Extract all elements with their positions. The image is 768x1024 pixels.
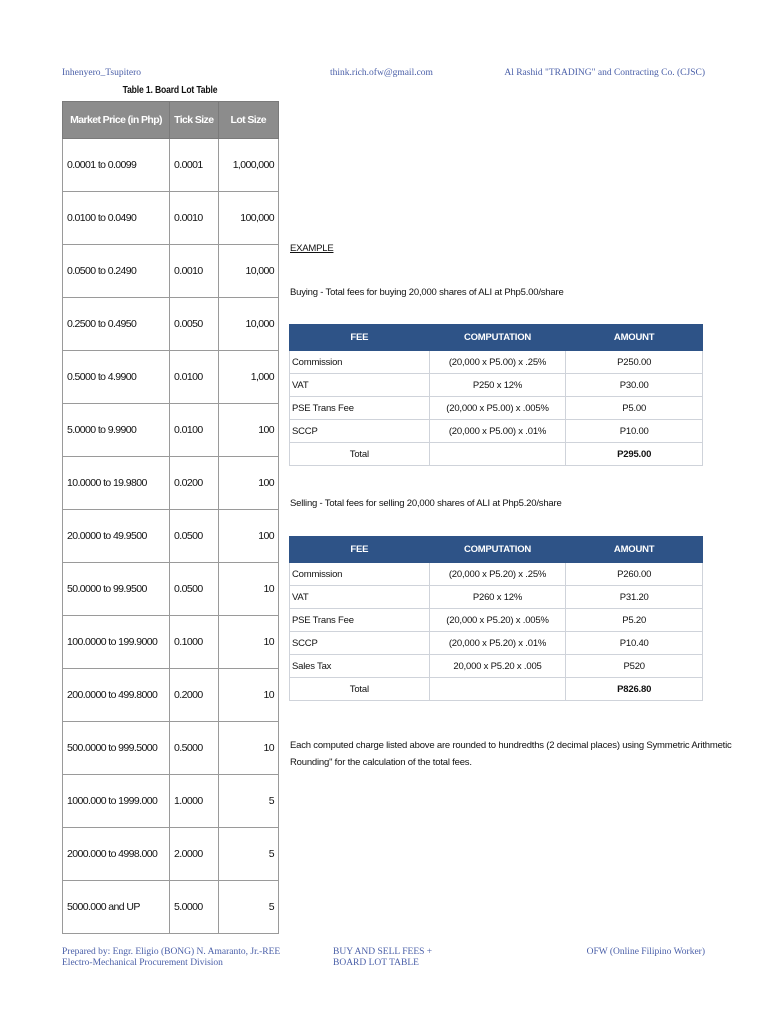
tick-size: 0.2000 bbox=[170, 669, 218, 722]
fee-name: PSE Trans Fee bbox=[290, 397, 430, 420]
column-header-amount: AMOUNT bbox=[566, 537, 703, 563]
buying-caption: Buying - Total fees for buying 20,000 shares of ALI at Php5.00/share bbox=[290, 287, 564, 298]
total-label: Total bbox=[290, 678, 430, 701]
fee-name: SCCP bbox=[290, 420, 430, 443]
fee-computation: (20,000 x P5.00) x .25% bbox=[429, 351, 566, 374]
total-label: Total bbox=[290, 443, 430, 466]
market-price-range: 0.0001 to 0.0099 bbox=[63, 139, 170, 192]
tick-size: 1.0000 bbox=[170, 775, 218, 828]
lot-size: 5 bbox=[218, 775, 279, 828]
fee-amount: P30.00 bbox=[566, 374, 703, 397]
market-price-range: 100.0000 to 199.9000 bbox=[63, 616, 170, 669]
market-price-range: 200.0000 to 499.8000 bbox=[63, 669, 170, 722]
buying-total-amount: P295.00 bbox=[566, 443, 703, 466]
table-row bbox=[63, 669, 279, 722]
table-row bbox=[290, 632, 703, 655]
fee-amount: P31.20 bbox=[566, 586, 703, 609]
fee-amount: P260.00 bbox=[566, 563, 703, 586]
lot-size: 5 bbox=[218, 828, 279, 881]
lot-size: 10 bbox=[218, 669, 279, 722]
fee-amount: P10.00 bbox=[566, 420, 703, 443]
table-row bbox=[290, 374, 703, 397]
footer-title-line-1: BUY AND SELL FEES + bbox=[333, 947, 433, 957]
market-price-range: 20.0000 to 49.9500 bbox=[63, 510, 170, 563]
column-header-amount: AMOUNT bbox=[566, 325, 703, 351]
market-price-range: 0.0500 to 0.2490 bbox=[63, 245, 170, 298]
fee-amount: P10.40 bbox=[566, 632, 703, 655]
tick-size: 0.0050 bbox=[170, 298, 218, 351]
table-row bbox=[290, 420, 703, 443]
column-header-market-price: Market Price (in Php) bbox=[63, 102, 170, 139]
tick-size: 0.0500 bbox=[170, 510, 218, 563]
tick-size: 5.0000 bbox=[170, 881, 218, 934]
footer-preparer-name: Prepared by: Engr. Eligio (BONG) N. Amaranto, Jr.-REE bbox=[62, 947, 281, 957]
tick-size: 0.0100 bbox=[170, 404, 218, 457]
fee-amount: P5.00 bbox=[566, 397, 703, 420]
market-price-range: 500.0000 to 999.5000 bbox=[63, 722, 170, 775]
fee-amount: P520 bbox=[566, 655, 703, 678]
fee-name: Sales Tax bbox=[290, 655, 430, 678]
table-row bbox=[290, 586, 703, 609]
footer-ofw: OFW (Online Filipino Worker) bbox=[586, 947, 705, 957]
fee-computation: P250 x 12% bbox=[429, 374, 566, 397]
table-row bbox=[290, 609, 703, 632]
lot-size: 1,000,000 bbox=[218, 139, 279, 192]
table-row bbox=[63, 510, 279, 563]
fee-computation: (20,000 x P5.20) x .25% bbox=[429, 563, 566, 586]
fee-computation: P260 x 12% bbox=[429, 586, 566, 609]
column-header-tick-size: Tick Size bbox=[170, 102, 218, 139]
tick-size: 0.0010 bbox=[170, 192, 218, 245]
table-row bbox=[63, 563, 279, 616]
example-heading: EXAMPLE bbox=[290, 243, 334, 254]
fee-computation: (20,000 x P5.00) x .005% bbox=[429, 397, 566, 420]
fee-computation: (20,000 x P5.20) x .01% bbox=[429, 632, 566, 655]
market-price-range: 0.2500 to 0.4950 bbox=[63, 298, 170, 351]
footer-division: Electro-Mechanical Procurement Division bbox=[62, 958, 223, 968]
rounding-note-line-1: Each computed charge listed above are rounded to hundredths (2 decimal places) using Symmetric Arithmetic bbox=[290, 740, 732, 751]
buying-fee-table bbox=[289, 324, 703, 466]
fee-name: Commission bbox=[290, 351, 430, 374]
lot-size: 100 bbox=[218, 510, 279, 563]
table-row bbox=[63, 404, 279, 457]
table-row bbox=[290, 563, 703, 586]
fee-name: VAT bbox=[290, 586, 430, 609]
market-price-range: 1000.000 to 1999.000 bbox=[63, 775, 170, 828]
rounding-note-line-2: Rounding" for the calculation of the total fees. bbox=[290, 757, 472, 768]
tick-size: 0.0100 bbox=[170, 351, 218, 404]
table-row bbox=[63, 245, 279, 298]
lot-size: 10,000 bbox=[218, 245, 279, 298]
lot-size: 5 bbox=[218, 881, 279, 934]
table-row bbox=[290, 655, 703, 678]
header-author: Inhenyero_Tsupitero bbox=[62, 68, 142, 78]
lot-size: 100 bbox=[218, 404, 279, 457]
column-header-fee: FEE bbox=[290, 325, 430, 351]
footer-preparer bbox=[62, 947, 280, 969]
fee-computation: (20,000 x P5.20) x .005% bbox=[429, 609, 566, 632]
header-company: Al Rashid "TRADING" and Contracting Co. (CJSC) bbox=[504, 68, 705, 78]
lot-size: 10,000 bbox=[218, 298, 279, 351]
fee-name: Commission bbox=[290, 563, 430, 586]
footer-document-title bbox=[333, 947, 432, 969]
table-row bbox=[290, 397, 703, 420]
tick-size: 0.0010 bbox=[170, 245, 218, 298]
market-price-range: 0.0100 to 0.0490 bbox=[63, 192, 170, 245]
selling-total-amount: P826.80 bbox=[566, 678, 703, 701]
table-row bbox=[63, 616, 279, 669]
board-lot-table bbox=[62, 101, 279, 934]
column-header-fee: FEE bbox=[290, 537, 430, 563]
table-row bbox=[63, 298, 279, 351]
fee-name: SCCP bbox=[290, 632, 430, 655]
market-price-range: 2000.000 to 4998.000 bbox=[63, 828, 170, 881]
lot-size: 10 bbox=[218, 722, 279, 775]
lot-size: 100,000 bbox=[218, 192, 279, 245]
fee-amount: P250.00 bbox=[566, 351, 703, 374]
tick-size: 2.0000 bbox=[170, 828, 218, 881]
table-row bbox=[63, 457, 279, 510]
fee-name: VAT bbox=[290, 374, 430, 397]
column-header-computation: COMPUTATION bbox=[429, 537, 566, 563]
table-row bbox=[63, 828, 279, 881]
selling-total-row bbox=[290, 678, 703, 701]
selling-caption: Selling - Total fees for selling 20,000 shares of ALI at Php5.20/share bbox=[290, 498, 562, 509]
fee-name: PSE Trans Fee bbox=[290, 609, 430, 632]
tick-size: 0.1000 bbox=[170, 616, 218, 669]
market-price-range: 5000.000 and UP bbox=[63, 881, 170, 934]
board-lot-title: Table 1. Board Lot Table bbox=[122, 84, 218, 96]
market-price-range: 50.0000 to 99.9500 bbox=[63, 563, 170, 616]
tick-size: 0.0500 bbox=[170, 563, 218, 616]
lot-size: 100 bbox=[218, 457, 279, 510]
market-price-range: 5.0000 to 9.9900 bbox=[63, 404, 170, 457]
fee-computation: (20,000 x P5.00) x .01% bbox=[429, 420, 566, 443]
table-row bbox=[290, 351, 703, 374]
table-row bbox=[63, 881, 279, 934]
tick-size: 0.5000 bbox=[170, 722, 218, 775]
footer-title-line-2: BOARD LOT TABLE bbox=[333, 958, 419, 968]
fee-computation: 20,000 x P5.20 x .005 bbox=[429, 655, 566, 678]
market-price-range: 0.5000 to 4.9900 bbox=[63, 351, 170, 404]
fee-amount: P5.20 bbox=[566, 609, 703, 632]
tick-size: 0.0001 bbox=[170, 139, 218, 192]
market-price-range: 10.0000 to 19.9800 bbox=[63, 457, 170, 510]
table-row bbox=[63, 139, 279, 192]
column-header-lot-size: Lot Size bbox=[218, 102, 279, 139]
column-header-computation: COMPUTATION bbox=[429, 325, 566, 351]
tick-size: 0.0200 bbox=[170, 457, 218, 510]
selling-fee-table bbox=[289, 536, 703, 701]
buying-total-row bbox=[290, 443, 703, 466]
lot-size: 1,000 bbox=[218, 351, 279, 404]
lot-size: 10 bbox=[218, 563, 279, 616]
table-row bbox=[63, 351, 279, 404]
table-row bbox=[63, 775, 279, 828]
lot-size: 10 bbox=[218, 616, 279, 669]
rounding-note bbox=[290, 737, 732, 771]
header-email: think.rich.ofw@gmail.com bbox=[330, 68, 433, 78]
table-row bbox=[63, 192, 279, 245]
table-row bbox=[63, 722, 279, 775]
